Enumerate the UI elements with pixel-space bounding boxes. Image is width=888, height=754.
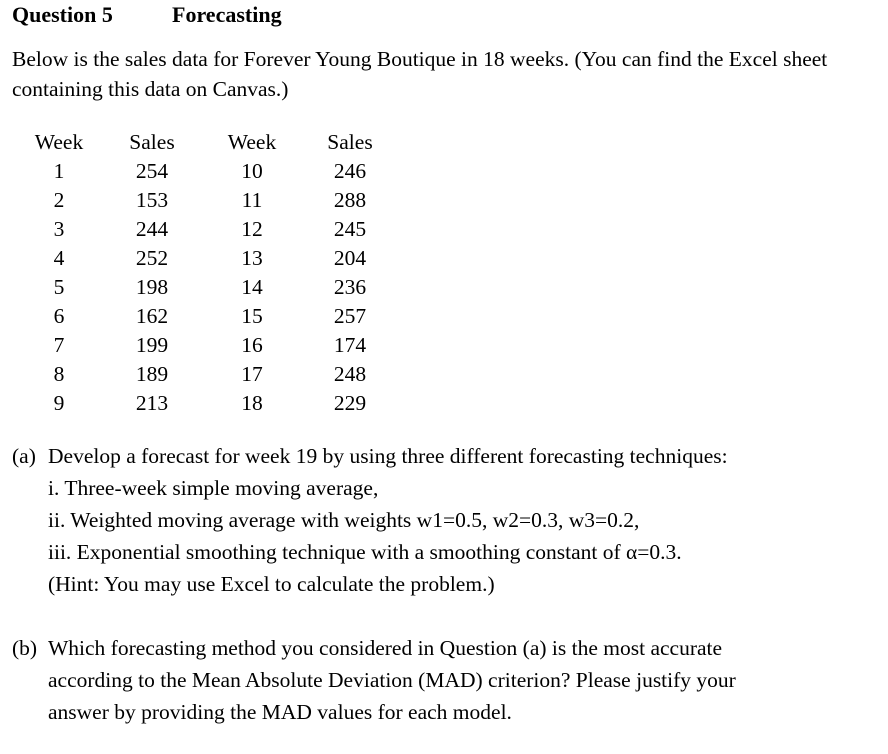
- table-cell: 252: [135, 246, 169, 270]
- part-a-item-2: ii. Weighted moving average with weights w1=0.5, w2=0.3, w3=0.2,: [48, 508, 640, 532]
- table-cell: 11: [241, 188, 263, 212]
- table-cell: 8: [53, 362, 65, 386]
- table-cell: 15: [241, 304, 263, 328]
- header-sales-1: Sales: [129, 130, 175, 154]
- table-cell: 213: [135, 391, 169, 415]
- table-row: [20, 331, 402, 360]
- table-cell: 257: [333, 304, 367, 328]
- intro-paragraph: Below is the sales data for Forever Young Boutique in 18 weeks. (You can find the Excel sheet containing this data on Canvas.): [12, 47, 828, 101]
- table-cell: 199: [135, 333, 169, 357]
- table-cell: 4: [53, 246, 65, 270]
- question-heading: [12, 2, 282, 28]
- table-cell: 17: [241, 362, 263, 386]
- table-cell: 236: [333, 275, 367, 299]
- table-cell: 244: [135, 217, 169, 241]
- table-cell: 229: [333, 391, 367, 415]
- table-cell: 245: [333, 217, 367, 241]
- table-cell: 5: [53, 275, 65, 299]
- table-cell: 198: [135, 275, 169, 299]
- part-b-line-1: Which forecasting method you considered in Question (a) is the most accurate: [48, 636, 723, 660]
- part-b-line-2: according to the Mean Absolute Deviation (MAD) criterion? Please justify your: [48, 668, 736, 692]
- question-number: Question 5: [12, 2, 113, 27]
- table-cell: 12: [241, 217, 263, 241]
- table-cell: 14: [241, 275, 263, 299]
- header-week-1: Week: [34, 130, 84, 154]
- table-cell: 204: [333, 246, 367, 270]
- table-cell: 13: [241, 246, 263, 270]
- table-row: [20, 389, 402, 418]
- table-cell: 6: [53, 304, 65, 328]
- header-week-2: Week: [227, 130, 277, 154]
- table-cell: 254: [135, 159, 169, 183]
- table-row: [20, 360, 402, 389]
- table-cell: 2: [53, 188, 65, 212]
- header-sales-2: Sales: [327, 130, 373, 154]
- table-row: [20, 186, 402, 215]
- table-cell: 16: [241, 333, 263, 357]
- part-a-hint: (Hint: You may use Excel to calculate the problem.): [48, 572, 495, 596]
- part-a-item-1: i. Three-week simple moving average,: [48, 476, 379, 500]
- table-cell: 18: [241, 391, 263, 415]
- table-header-row: [20, 127, 402, 157]
- table-cell: 10: [241, 159, 263, 183]
- part-a-lead: Develop a forecast for week 19 by using three different forecasting techniques:: [48, 444, 728, 468]
- table-row: [20, 157, 402, 186]
- table-row: [20, 244, 402, 273]
- table-cell: 153: [135, 188, 169, 212]
- table-cell: 1: [53, 159, 65, 183]
- question-topic: Forecasting: [172, 2, 282, 27]
- table-cell: 7: [53, 333, 65, 357]
- table-cell: 189: [135, 362, 169, 386]
- table-cell: 288: [333, 188, 367, 212]
- part-a-label: (a): [12, 444, 36, 468]
- table-row: [20, 273, 402, 302]
- table-cell: 9: [53, 391, 65, 415]
- table-cell: 3: [53, 217, 65, 241]
- part-b-label: (b): [12, 636, 38, 660]
- sales-table: [20, 127, 402, 418]
- table-cell: 246: [333, 159, 367, 183]
- table-cell: 162: [135, 304, 169, 328]
- table-cell: 248: [333, 362, 367, 386]
- table-row: [20, 302, 402, 331]
- table-cell: 174: [333, 333, 367, 357]
- part-a: [12, 440, 878, 600]
- part-b: [12, 632, 878, 728]
- part-a-item-3: iii. Exponential smoothing technique with a smoothing constant of α=0.3.: [48, 540, 682, 564]
- table-row: [20, 215, 402, 244]
- part-b-line-3: answer by providing the MAD values for each model.: [48, 700, 512, 724]
